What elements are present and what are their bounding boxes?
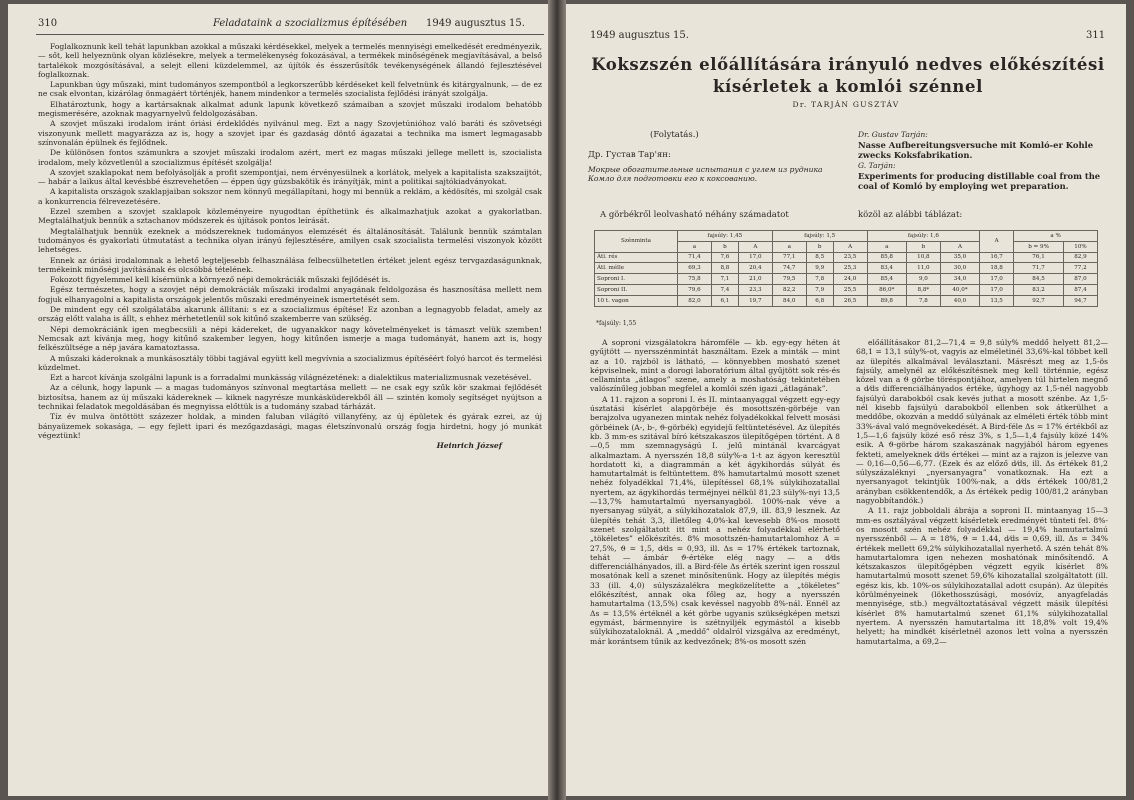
paragraph: De mindent egy cél szolgálatába akarunk állítani: s ez a szocializmus építése! Ez azonban a legnagyobb feladat, amely az ország előtt valaha is állt, s ehhez mérhetetlenül sok kitűnő szakemberre van szükség.	[38, 305, 542, 324]
table-cell: 84,0	[772, 295, 806, 306]
signature: Heinrich József	[436, 441, 502, 451]
paragraph: De különösen fontos számunkra a szovjet műszaki irodalom azért, mert ez magas műszaki jellege mellett is, szocialista irodalom, mely közvetlenül a szocializmus építését szolgálja!	[38, 148, 542, 167]
page-number-left: 310	[38, 18, 58, 29]
table-cell: 77,1	[772, 252, 806, 263]
header-rule-left	[36, 34, 544, 35]
table-sub: a	[867, 241, 906, 252]
table-cell: 82,2	[772, 284, 806, 295]
table-row-label: Átl. rés	[595, 252, 678, 263]
article-title-line-2: kísérletek a komlói szénnel	[713, 77, 983, 96]
table-row-label: Soproni I.	[595, 274, 678, 285]
english-author: G. Tarján:	[858, 161, 896, 171]
paragraph: A 11. rajzon a soproni I. és II. mintaanyaggal végzett egy-egy úsztatási kísérlet alapgörbéje és mosottszén-görbéje van berajzolva ugyanezen mintak nehéz folyadékokkal felvett mosási görbéinek (A-, b-, ϑ-görbék) egyidejű feltüntetésével. Az ülepítés kb. 3 mm-es szitával bíró kétszakaszos ülepítőgépen történt. A 8—0,5 mm szemnagyságú I. jelű mintánál kvarcágyat alkalmaztam. A nyersszén 18,8 súly%-a 1-t az ágyon keresztül hordatott ki, a diagrammán a két ágykihordás súlyát és hamutartalmát is feltüntettem. 8% hamutartalmú mosott szenet nehéz folyadékkal 71,4%, ülepítéssel 68,1% súlykihozatallal nyertem, az ágykihordás terméjnyei nélkül 81,23 súly%-nyi 13,5—13,7% hamutartalmú nyersanyagból. 100%-nak véve a nyersanyag súlyát, a súlykihozatalok 87,9, ill. 83,9 lesznek. Az ülepítés tehát 3,3, illetőleg 4,0%-kal kevesebb 8%-os mosott szenet szolgáltatott itt mint a nehéz folyadékkal elérhető „tökéletes” előkészítés. 8% mosottszén-hamutartalomhoz A = 27,5%, ϑ = 1,5, d⁄ds = 0,93, ill. Δs = 17% értékek tartoznak, tehát — ámbár ϑ-értéke elég nagy — a d⁄ds differenciálhányados, ill. a Bird-féle Δs érték szerint igen rosszul mosatónak kell a szenet minősítenünk. Hogy az ülepítés mégis 33 (ill. 4,0) súlyszázalékra megközelítette a „tökéletes” előkészítést, annak oka főleg az, hogy a nyersszén hamutartalma (13,5%) csak kevéssel nagyobb 8%-nál. Ennél az Δs = 13,5% értéknél a két görbe ugyanis szükségképen metszi egymást, bármennyire is szétnyiljék egymástól a kisebb súlykihozataloknál. A „meddő” oldalról vizsgálva az eredményt, már korántsem tűnik az kedvezőnek; 8%-os mosott szén	[590, 394, 840, 646]
paragraph: Népi demokráciánk igen megbecsüli a népi kádereket, de ugyanakkor nagy követelményeket is támaszt velük szemben! Nemcsak azt kívánja meg, hogy kitűnő szakember legyen, hogy kitűnően ismerje a maga tudományát, hanem azt is, hogy felkészültsége a nép javára kamatoztassa.	[38, 324, 542, 353]
table-cell: 13,5	[980, 295, 1014, 306]
table-intro-left: A görbékről leolvasható néhány számadatot	[600, 210, 789, 220]
table-cell: 85,8	[867, 252, 906, 263]
table-cell: 71,4	[678, 252, 712, 263]
table-cell: 7,8	[906, 295, 940, 306]
table-cell: 35,0	[940, 252, 979, 263]
table-cell: 34,0	[940, 274, 979, 285]
foreign-abstracts	[858, 130, 1104, 191]
paragraph: Az a célunk, hogy lapunk — a magas tudományos színvonal megtartása mellett — ne csak egy szűk kör szakmai fejlődését biztosítsa, hanem az új műszaki kádereknek — kiknek nagyrésze munkásküderekből áll — szintén komoly segítséget nyújtson a technikai feladatok megoldásában és megnyissa előttük is a tudomány szabad tárházát.	[38, 383, 542, 411]
left-article-body	[38, 42, 542, 782]
german-author: Dr. Gustav Tarján:	[858, 130, 928, 139]
table-cell: 8,8*	[906, 284, 940, 295]
table-cell: 7,4	[711, 284, 738, 295]
table-cell: 85,4	[867, 274, 906, 285]
right-column-1	[590, 338, 840, 788]
table-ash-sub: b = 9%	[1014, 241, 1064, 252]
table-sub: A	[738, 241, 772, 252]
table-cell: 83,2	[1014, 284, 1064, 295]
table-cell: 7,8	[806, 274, 833, 285]
table-cell: 79,5	[772, 274, 806, 285]
table-ash-header: a %	[1014, 231, 1098, 242]
table-cell: 87,4	[1063, 284, 1097, 295]
results-table	[594, 230, 1098, 307]
table-footnote: *fajsúly: 1,55	[596, 320, 637, 327]
table-cell: 23,5	[833, 252, 867, 263]
table-cell: 86,0*	[867, 284, 906, 295]
table-sub: b	[711, 241, 738, 252]
paragraph: Fokozott figyelemmel kell kísérnünk a környező népi demokráciák műszaki fejlődését is.	[50, 275, 391, 285]
table-row-header: Szénminta	[595, 231, 678, 253]
table-cell: 75,8	[678, 274, 712, 285]
running-title: Feladataink a szocializmus építésében	[213, 18, 408, 29]
table-group-3: fajsúly: 1,6	[867, 231, 980, 242]
table-row	[595, 284, 1098, 295]
table-sub: a	[678, 241, 712, 252]
left-page	[8, 4, 556, 796]
page-number-right: 311	[1086, 30, 1106, 41]
table-cell: 74,7	[772, 263, 806, 274]
table-cell: 17,0	[738, 252, 772, 263]
table-row	[595, 274, 1098, 285]
paragraph: előállításakor 81,2—71,4 = 9,8 súly% meddő helyett 81,2—68,1 = 13,1 súly%-ot, vagyis az elméletinél 33,6%-kal többet kell az ülepítés alkalmával leválasztani. Másrészt meg az 1,5-ös fajsúly, amelynél az előkészítésnek meg kell történnie, egész közel van a ϑ görbe töréspontjához, amelyen túl hirtelen megnő a d⁄ds differenciálhányados értéke, úgyhogy az 1,5-nél nagyobb fajsúlyú darabokból csak kevés juthat a mosott szénbe. Az 1,5-nél kisebb fajsúlyú darabokból ellenben sok átkerülhet a meddőbe, okozván a meddő súlyának az elméleti érték több mint 33%-ával való megnövekedését. A Bird-féle Δs = 17% értékből az 1,5—1,6 fajsúly közé eső rész 3%, s 1,5—1,4 fajsúly közé 14% esik. A ϑ-görbe három szakaszának nagyjából három egyenes fekteti, amelyeknek d⁄ds értékei — mint az a rajzon is jelezve van — 0,16—0,56—6,77. (Ezek és az előző d⁄ds, ill. Δs értékek 81,2 súlyszázaléknyi „nyersanyagra” vonatkoznak. Ha ezt a nyersanyagot tekintjük 100%-nak, a d⁄ds értékek 100/81,2 arányban csökkentendők, a Δs értékek pedig 100/81,2 arányban nagyobbítandók.)	[856, 338, 1108, 506]
table-cell: 89,8	[867, 295, 906, 306]
russian-abstract	[588, 150, 846, 184]
table-cell: 8,5	[806, 252, 833, 263]
table-cell: 83,4	[867, 263, 906, 274]
paragraph: Ezzel szemben a szovjet szaklapok közleményeire nyugodtan építhetünk és alkalmazhatjuk azokat a gyakorlatban. Megtalálhatjuk bennük a sztachanov módszerek és újítások pontos leírását.	[38, 207, 542, 226]
table-cell: 8,8	[711, 263, 738, 274]
russian-author: Др. Густав Тар'ян:	[588, 150, 671, 160]
right-column-2	[856, 338, 1108, 788]
right-page	[566, 4, 1126, 796]
table-cell: 16,7	[980, 252, 1014, 263]
date-right: 1949 augusztus 15.	[590, 30, 689, 41]
paragraph: Lapunkban úgy műszaki, mint tudományos szempontból a legkorszerűbb kérdéseket kell felvetnünk és kitárgyalnunk, — de ez ne csak elvontan, kizárólag önmagáért történjék, hanem mindenkor a termelés szocialista fejlődési irányát szolgálja.	[38, 80, 542, 99]
table-cell: 25,5	[833, 284, 867, 295]
table-ash-sub: 10%	[1063, 241, 1097, 252]
german-title: Nasse Aufbereitungsversuche mit Komló-er Kohle zwecks Koksfabrikation.	[858, 139, 1094, 160]
table-cell: 25,3	[833, 263, 867, 274]
table-row	[595, 252, 1098, 263]
paragraph: Foglalkoznunk kell tehát lapunkban azokkal a műszaki kérdésekkel, melyek a termelés mennyiségi emelkedését eredményezik, — sőt, kell helyeznünk olyan közlésekre, melyek a termelékenység fokozásával, a termékek minőségének megjavításával, a belső tartalékok mozgósításával, a selejt elleni küzdelemmel, az újítók és ésszerűsítők tevékenységének állandó fejlesztésével foglalkoznak.	[38, 42, 542, 79]
table-cell: 7,6	[711, 252, 738, 263]
table-sub: A	[833, 241, 867, 252]
table-intro-right: közöl az alábbi táblázat:	[858, 210, 963, 220]
table-cell: 10,8	[906, 252, 940, 263]
paragraph: Tíz év mulva öntöttött százezer holdak, a minden faluban világító villanyfény, az új épületek és gyárak ezrei, az új bányaüzemek sokasága, — egy fejlett ipari és mezőgazdasági, magas életszínvonalú ország fogja hirdetni, hogy jó munkát végeztünk!	[38, 412, 542, 440]
table-cell: 24,0	[833, 274, 867, 285]
table-cell: 82,9	[1063, 252, 1097, 263]
paragraph: A műszaki káderoknak a munkásosztály többi tagjával együtt kell megvívnia a szocializmus építéséért folyó harcot és termelési küzdelmet.	[38, 353, 542, 372]
table-sub: a	[772, 241, 806, 252]
paragraph: Ezt a harcot kívánja szolgálni lapunk is a forradalmi munkásság világnézetének: a dialektikus materializmusnak vezetésével.	[50, 373, 532, 383]
english-title: Experiments for producing distillable coal from the coal of Komló by employing wet preparation.	[858, 170, 1101, 191]
table-cell: 7,9	[806, 284, 833, 295]
table-cell: 76,1	[1014, 252, 1064, 263]
table-cell: 17,0	[980, 274, 1014, 285]
table-cell: 26,5	[833, 295, 867, 306]
table-cell: 6,8	[806, 295, 833, 306]
table-cell: 20,4	[738, 263, 772, 274]
paragraph: Egész természetes, hogy a szovjet népi demokráciák műszaki irodalmi anyagának feldolgozása és hasznosítása mellett nem fogjuk elhanyagolni a kapitalista országok jelentős műszaki eredményeinek ismertetését sem.	[38, 285, 542, 304]
table-cell: 6,1	[711, 295, 738, 306]
table-row-label: Soproni II.	[595, 284, 678, 295]
table-row-label: 10 t. vagon	[595, 295, 678, 306]
article-author: Dr. TARJÁN GUSZTÁV	[792, 100, 900, 109]
table-cell: 18,8	[980, 263, 1014, 274]
table-cell: 21,0	[738, 274, 772, 285]
table-cell: 7,1	[711, 274, 738, 285]
table-row	[595, 295, 1098, 306]
paragraph: A soproni vizsgálatokra háromféle — kb. egy-egy héten át gyűjtött — nyersszénmintát használtam. Ezek a minták — mint az a 10. rajzból is látható, — könnyebben mosható szenet képviselnek, mint a dorogi laboratórium által gyűjtött sok rés-és cellaminta „átlagos” szene, amely a moshatóság tekintetében valószínűleg jobban megfelel a komlói szén igazi „átlagának”.	[590, 338, 840, 394]
table-cell: 79,6	[678, 284, 712, 295]
table-sub: b	[906, 241, 940, 252]
table-cell: 17,0	[980, 284, 1014, 295]
table-cell: 11,0	[906, 263, 940, 274]
table-cell: 19,7	[738, 295, 772, 306]
table-row-label: Átl. mélle	[595, 263, 678, 274]
book-gutter	[548, 0, 566, 800]
paragraph: Ennek az óriási irodalomnak a lehető legteljesebb felhasználása felbecsülhetetlen értéket jelent egész tervgazdaságunknak, termékeink minőségi javításának és olcsóbbá tételének.	[38, 255, 542, 274]
table-sub: b	[806, 241, 833, 252]
paragraph: A szovjet szaklapokat nem befolyásolják a profit szempontjai, nem érvényesülnek a korlátok, melyek a kapitalista szakszaijtót, — habár a laikus által kevésbbé észrevehetően — éppen úgy gúzsbakötik és irányítják, mint a politikai sajtókiadványokat.	[38, 167, 542, 187]
continued-note: (Folytatás.)	[650, 130, 699, 140]
table-cell: 40,0*	[940, 284, 979, 295]
paragraph: A 11. rajz jobboldali ábrája a soproni II. mintaanyag 15—3 mm-es osztályával végzett kísérletek eredményét tünteti fel. 8%-os mosott szén nehéz folyadékkal — 19,4% hamutartalmú nyersszénből — A = 18%, ϑ = 1.44, d⁄ds = 0,69, ill. Δs = 34% értékek mellett 69,2% súlykihozatallal nyerhető. A szén tehát 8% hamutartalomra igen nehezen moshatónak minősítendő. A kétszakaszos ülepítőgépben végzett egyik kísérlet 8% hamutartalmú mosott szenet 59,6% kihozatallal szolgáltatott (ill. egész kis, kb. 10%-os súlykihozatallal adott csupán). Az ülepítés körülményeinek (lökethosszúsági, mosóvíz, anyagfeladás mennyisége, stb.) megváltoztatásával végzett másik ülepítési kísérlet 8% hamutartalmú szenet 61,1% súlykihozatallal nyertem. A nyersszén hamutartalma itt 18,8% volt 19,4% helyett; ha mindkét kísérletnél azonos lett volna a nyersszén hamutartalma, a 69,2—	[856, 506, 1108, 646]
table-cell: 23,3	[738, 284, 772, 295]
table-cell: 9,9	[806, 263, 833, 274]
table-cell: 30,0	[940, 263, 979, 274]
table-cell: 40,0	[940, 295, 979, 306]
paragraph: A kapitalista országok szaklapjaiban sokszor nem könnyű megállapítani, hogy mi bennük a reklám, a kédösítés, mi szolgál csak a konkurrencia félrevezetésére.	[38, 187, 542, 206]
table-group-1: fajsúly: 1,45	[678, 231, 773, 242]
paragraph: Elhatároztunk, hogy a kartársaknak alkalmat adunk lapunk következő számaiban a szovjet műszaki irodalom behatóbb megismerésére, azoknak magyarnyelvű feldolgozásában.	[38, 99, 542, 119]
table-cell: 94,7	[1063, 295, 1097, 306]
table-cell: 9,0	[906, 274, 940, 285]
table-cell: 69,3	[678, 263, 712, 274]
russian-title: Мокрые обогатительные испытания с углем из рудника Комло для подготовки его к коксованию.	[588, 164, 823, 183]
paragraph: A szovjet műszaki irodalom iránt óriási érdeklődés nyilvánul meg. Ezt a nagy Szovjetúnióhoz való baráti és szövetségi viszonyunk mellett magyarázza az is, hogy a szovjet ipar és gazdaság döntő ágazatai a technika ma ismert legmagasabb színvonalán épülnek és fejlődnek.	[38, 119, 542, 147]
table-cell: 87,0	[1063, 274, 1097, 285]
table-cell: 84,5	[1014, 274, 1064, 285]
table-row	[595, 263, 1098, 274]
article-title-line-1: Kokszszén előállítására irányuló nedves előkészítési	[591, 55, 1105, 74]
table-group-A: A	[980, 231, 1014, 253]
table-cell: 71,7	[1014, 263, 1064, 274]
table-group-2: fajsúly: 1,5	[772, 231, 867, 242]
table-sub: A	[940, 241, 979, 252]
date-left: 1949 augusztus 15.	[426, 18, 525, 29]
table-cell: 92,7	[1014, 295, 1064, 306]
table-cell: 77,2	[1063, 263, 1097, 274]
table-cell: 82,0	[678, 295, 712, 306]
paragraph: Megtalálhatjuk bennük ezeknek a módszereknek tudományos elemzését és általánosítását. Találunk bennük számtalan tudományos és gyakorlati útmutatást a technika olyan irányú fejlesztésére, amilyen csak szocialista termelési viszonyok között lehetséges.	[38, 226, 542, 255]
